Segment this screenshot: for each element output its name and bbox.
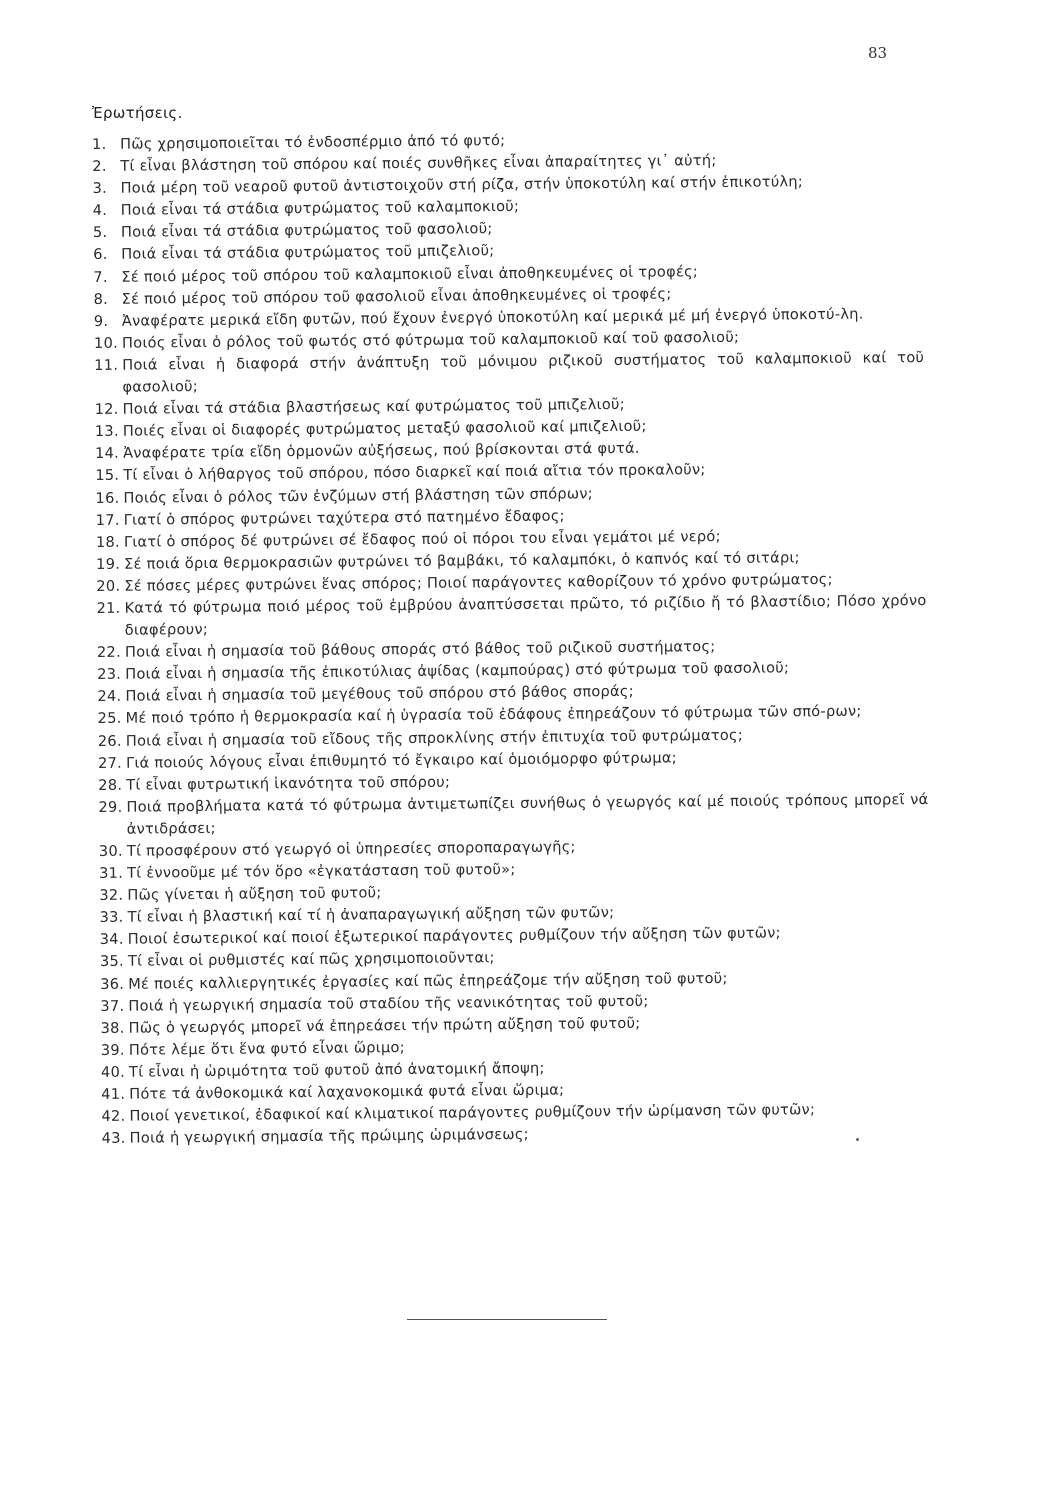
question-text: Ἀναφέρατε τρία εἴδη ὁρμονῶν αὐξήσεως, πού βρίσκονται στά φυτά. (122, 440, 640, 463)
question-number: 7. (93, 268, 108, 286)
question-text: Ποιά εἶναι ἡ σημασία τοῦ μεγέθους τοῦ σπόρου στό βάθος σποράς; (125, 683, 634, 706)
question-number: 26. (97, 732, 122, 750)
question-number: 38. (100, 1019, 125, 1037)
question-number: 25. (97, 710, 122, 728)
question-number: 22. (96, 643, 122, 662)
question-number: 9. (93, 312, 109, 330)
question-number: 15. (95, 467, 120, 485)
question-text: Πῶς χρησιμοποιεῖται τό ἐνδοσπέρμιο ἀπό τό φυτό; (120, 132, 506, 153)
question-text: Ποιά προβλήματα κατά τό φύτρωμα ἀντιμετωπίζει συνήθως ὁ γεωργός καί μέ ποιούς τρόπους μπορεῖ νά ἀντιδράσει; (126, 790, 929, 838)
question-number: 40. (100, 1063, 126, 1081)
question-number: 19. (96, 555, 121, 573)
question-number: 13. (94, 422, 119, 441)
question-text: Σέ ποιά ὅρια θερμοκρασιῶν φυτρώνει τό βαμβάκι, τό καλαμπόκι, ὁ καπνός καί τό σιτάρι; (124, 549, 800, 573)
question-number: 21. (96, 599, 121, 617)
question-text: Πότε τά ἀνθοκομικά καί λαχανοκομικά φυτά εἶναι ὥριμα; (129, 1081, 565, 1103)
question-text: Ἀναφέρατε μερικά εἴδη φυτῶν, πού ἔχουν ἐνεργό ὑποκοτύλη καί μερικά μέ μή ἐνεργό ὑποκοτύ-λη. (121, 305, 864, 330)
question-number: 11. (94, 356, 119, 374)
question-text: Γιά ποιούς λόγους εἶναι ἐπιθυμητό τό ἔγκαιρο καί ὁμοιόμορφο φύτρωμα; (125, 749, 678, 772)
question-number: 33. (99, 909, 124, 927)
question-number: 39. (100, 1041, 125, 1059)
question-text: Μέ ποιό τρόπο ἡ θερμοκρασία καί ἡ ὑγρασία τοῦ ἐδάφους ἐπηρεάζουν τό φύτρωμα τῶν σπό-ρων; (125, 703, 862, 728)
question-number: 8. (93, 290, 109, 308)
question-number: 1. (92, 135, 107, 153)
question-text: Ποιές εἶναι οἱ διαφορές φυτρώματος μεταξύ φασολιοῦ καί μπιζελιοῦ; (122, 417, 647, 440)
question-text: Ποιά εἶναι ἡ σημασία τοῦ εἴδους τῆς σπροκλίνης στήν ἐπιτυχία τοῦ φυτρώματος; (125, 726, 744, 750)
question-number: 28. (98, 776, 123, 794)
question-text: Πῶς γίνεται ἡ αὔξηση τοῦ φυτοῦ; (127, 884, 382, 904)
question-number: 42. (101, 1107, 126, 1126)
question-number: 30. (98, 842, 123, 860)
question-item (96, 590, 926, 642)
scan-speck (856, 1138, 859, 1141)
end-divider (407, 1319, 607, 1320)
question-number: 36. (100, 975, 125, 993)
question-item (94, 347, 924, 399)
question-text: Πότε λέμε ὅτι ἕνα φυτό εἶναι ὥριμο; (128, 1038, 405, 1059)
page-number: 83 (868, 44, 888, 62)
question-text: Τί εἶναι ἡ ὡριμότητα τοῦ φυτοῦ ἀπό ἀνατομική ἄποψη; (128, 1059, 545, 1081)
question-text: Ποιά εἶναι ἡ διαφορά στήν ἀνάπτυξη τοῦ μόνιμου ριζικοῦ συστήματος τοῦ καλαμποκιοῦ καί τοῦ φασολιοῦ; (122, 348, 925, 396)
question-number: 29. (98, 798, 123, 816)
question-text: Γιατί ὁ σπόρος δέ φυτρώνει σέ ἔδαφος πού οἱ πόροι του εἶναι γεμάτοι μέ νερό; (123, 527, 721, 551)
question-number: 34. (99, 931, 124, 949)
question-text: Τί εἶναι ἡ βλαστική καί τί ἡ ἀναπαραγωγική αὔξηση τῶν φυτῶν; (127, 904, 615, 926)
question-number: 37. (100, 997, 125, 1015)
question-item (98, 789, 928, 841)
question-text: Ποιά εἶναι ἡ σημασία τῆς ἐπικοτύλιας ἀψίδας (καμπούρας) στό φύτρωμα τοῦ φασολιοῦ; (125, 659, 790, 683)
question-text: Ποιοί ἐσωτερικοί καί ποιοί ἐξωτερικοί παράγοντες ρυθμίζουν τήν αὔξηση τῶν φυτῶν; (127, 924, 781, 949)
question-text: Γιατί ὁ σπόρος φυτρώνει ταχύτερα στό πατημένο ἔδαφος; (123, 507, 565, 529)
question-number: 18. (95, 533, 120, 551)
question-text: Τί εἶναι βλάστηση τοῦ σπόρου καί ποιές συνθῆκες εἶναι ἀπαραίτητες γι᾽ αὐτή; (120, 152, 717, 175)
question-text: Τί εἶναι οἱ ρυθμιστές καί πῶς χρησιμοποιοῦνται; (127, 949, 495, 971)
questions-list (92, 126, 932, 1150)
section-heading: Ἐρωτήσεις. (92, 104, 183, 122)
question-text: Ποιά εἶναι τά στάδια φυτρώματος τοῦ μπιζελιοῦ; (121, 242, 495, 264)
question-number: 23. (97, 665, 122, 684)
question-text: Ποιά εἶναι ἡ σημασία τοῦ βάθους σποράς στό βάθος τοῦ ριζικοῦ συστήματος; (124, 638, 716, 661)
question-text: Ποιοί γενετικοί, ἐδαφικοί καί κλιματικοί παράγοντες ρυθμίζουν τήν ὡρίμανση τῶν φυτῶν; (129, 1101, 816, 1125)
question-text: Κατά τό φύτρωμα ποιό μέρος τοῦ ἐμβρύου ἀναπτύσσεται πρῶτο, τό ριζίδιο ἤ τό βλαστίδιο; Πόσο χρόνο διαφέρουν; (124, 591, 927, 639)
question-text: Ποιά ἡ γεωργική σημασία τοῦ σταδίου τῆς νεανικότητας τοῦ φυτοῦ; (128, 992, 649, 1015)
question-number: 41. (101, 1085, 126, 1103)
question-number: 27. (97, 754, 123, 772)
question-text: Ποιά εἶναι τά στάδια φυτρώματος τοῦ φασολιοῦ; (120, 220, 493, 242)
question-number: 43. (101, 1129, 126, 1148)
question-text: Σέ ποιό μέρος τοῦ σπόρου τοῦ φασολιοῦ εἶναι ἀποθηκευμένες οἱ τροφές; (121, 285, 672, 308)
question-number: 31. (99, 864, 124, 883)
question-number: 6. (93, 246, 108, 264)
question-number: 12. (94, 400, 119, 419)
question-text: Ποιά εἶναι τά στάδια βλαστήσεως καί φυτρώματος τοῦ μπιζελιοῦ; (122, 396, 625, 418)
question-text: Σέ ποιό μέρος τοῦ σπόρου τοῦ καλαμποκιοῦ εἶναι ἀποθηκευμένες οἱ τροφές; (121, 262, 699, 286)
question-text: Μέ ποιές καλλιεργητικές ἐργασίες καί πῶς ἐπηρεάζομε τήν αὔξηση τοῦ φυτοῦ; (128, 969, 728, 993)
question-number: 10. (93, 334, 119, 352)
question-number: 5. (92, 224, 108, 242)
question-number: 32. (99, 886, 124, 905)
question-number: 24. (97, 688, 122, 706)
question-number: 16. (95, 489, 120, 507)
question-text: Τί εἶναι φυτρωτική ἱκανότητα τοῦ σπόρου; (126, 773, 451, 794)
question-number: 4. (92, 202, 108, 220)
question-text: Σέ πόσες μέρες φυτρώνει ἕνας σπόρος; Ποιοί παράγοντες καθορίζουν τό χρόνο φυτρώματος; (124, 570, 833, 595)
question-text: Ποιός εἶναι ὁ ρόλος τοῦ φωτός στό φύτρωμα τοῦ καλαμποκιοῦ καί τοῦ φασολιοῦ; (121, 328, 740, 352)
question-number: 17. (95, 511, 120, 529)
question-number: 20. (96, 577, 121, 595)
question-number: 35. (99, 953, 124, 971)
question-number: 3. (92, 180, 108, 198)
question-text: Τί ἐννοοῦμε μέ τόν ὅρο «ἐγκατάσταση τοῦ φυτοῦ»; (127, 861, 516, 882)
question-text: Τί προσφέρουν στό γεωργό οἱ ὑπηρεσίες σποροπαραγωγῆς; (126, 838, 576, 860)
question-text: Ποιά ἡ γεωργική σημασία τῆς πρώιμης ὡριμάνσεως; (129, 1126, 529, 1147)
question-text: Τί εἶναι ὁ λήθαργος τοῦ σπόρου, πόσο διαρκεῖ καί ποιά αἴτια τόν προκαλοῦν; (123, 461, 706, 485)
question-text: Πῶς ὁ γεωργός μπορεῖ νά ἐπηρεάσει τήν πρώτη αὔξηση τοῦ φυτοῦ; (128, 1014, 641, 1037)
question-text: Ποιά μέρη τοῦ νεαροῦ φυτοῦ ἀντιστοιχοῦν στή ρίζα, στήν ὑποκοτύλη καί στήν ἐπικοτύλη; (120, 173, 804, 197)
question-number: 14. (94, 445, 120, 463)
question-text: Ποιός εἶναι ὁ ρόλος τῶν ἐνζύμων στή βλάστηση τῶν σπόρων; (123, 484, 593, 507)
question-text: Ποιά εἶναι τά στάδια φυτρώματος τοῦ καλαμποκιοῦ; (120, 198, 520, 220)
question-number: 2. (92, 157, 107, 176)
